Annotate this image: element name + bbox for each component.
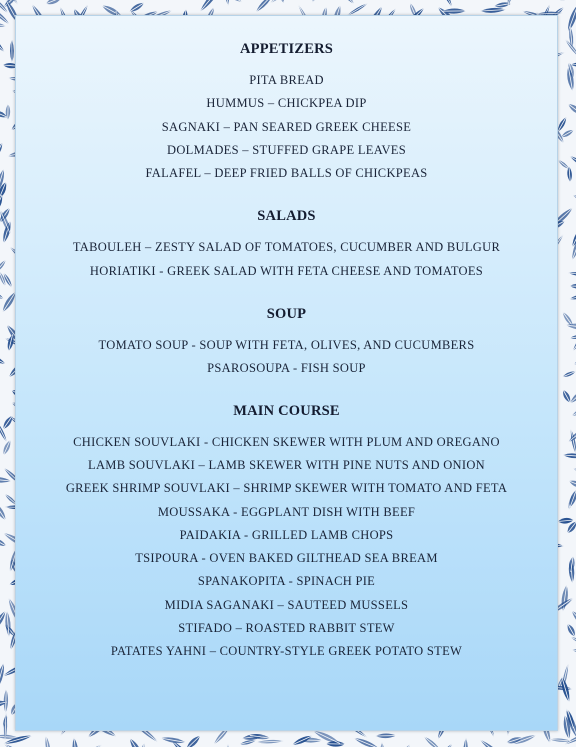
leaf-motif (0, 738, 5, 747)
leaf-motif (562, 370, 576, 379)
leaf-motif (239, 739, 256, 746)
leaf-motif (571, 331, 576, 352)
leaf-motif (563, 453, 576, 459)
leaf-motif (572, 193, 576, 205)
leaf-motif (0, 536, 7, 548)
menu-item: MIDIA SAGANAKI – SAUTEED MUSSELS (164, 597, 409, 612)
leaf-motif (44, 736, 52, 747)
leaf-motif (256, 739, 284, 744)
leaf-motif (570, 284, 576, 289)
leaf-motif (558, 517, 574, 524)
heading-salads: SALADS (257, 208, 316, 225)
leaf-motif (565, 623, 576, 638)
leaf-motif (479, 738, 506, 747)
leaf-motif (570, 334, 576, 340)
leaf-motif (0, 259, 7, 274)
leaf-motif (71, 737, 79, 747)
leaf-motif (0, 501, 8, 521)
leaf-motif (569, 429, 576, 455)
leaf-motif (398, 743, 411, 747)
menu-item: TSIPOURA - OVEN BAKED GILTHEAD SEA BREAM (135, 551, 438, 566)
menu-item: HORIATIKI - GREEK SALAD WITH FETA CHEESE AND TOMATOES (89, 263, 484, 278)
leaf-motif (542, 0, 566, 2)
leaf-motif (572, 648, 576, 654)
leaf-motif (572, 466, 576, 481)
menu-item: GREEK SHRIMP SOUVLAKI – SHRIMP SKEWER WITH TOMATO AND FETA (65, 481, 508, 496)
section-appetizers (16, 16, 557, 185)
leaf-motif (341, 0, 355, 5)
leaf-motif (0, 32, 6, 54)
heading-soup: SOUP (266, 306, 307, 323)
leaf-motif (6, 104, 11, 120)
leaf-motif (0, 289, 5, 301)
leaf-motif (45, 0, 63, 7)
leaf-motif (568, 478, 576, 489)
leaf-motif (570, 401, 576, 419)
leaf-motif (480, 7, 506, 14)
menu-card (15, 15, 558, 731)
leaf-motif (380, 742, 384, 747)
leaf-motif (222, 0, 244, 4)
menu-item: PAIDAKIA - GRILLED LAMB CHOPS (179, 527, 394, 542)
leaf-motif (224, 0, 230, 6)
menu-item: CHICKEN SOUVLAKI - CHICKEN SKEWER WITH PLUM AND OREGANO (73, 434, 500, 449)
leaf-motif (1, 414, 14, 430)
section-salads (16, 185, 557, 283)
leaf-motif (185, 734, 202, 747)
leaf-motif (569, 293, 576, 300)
leaf-motif (353, 736, 380, 747)
leaf-motif (561, 389, 572, 404)
menu-item: DOLMADES – STUFFED GRAPE LEAVES (167, 142, 406, 157)
leaf-motif (10, 39, 14, 63)
leaf-motif (0, 142, 4, 158)
heading-appetizers: APPETIZERS (239, 41, 334, 57)
menu-item: TABOULEH – ZESTY SALAD OF TOMATOES, CUCUMBER AND BULGUR (72, 240, 501, 255)
leaf-motif (128, 1, 145, 14)
leaf-motif (567, 102, 576, 117)
menu-item: TOMATO SOUP - SOUP WITH FETA, OLIVES, AND CUCUMBERS (98, 338, 475, 353)
menu-item: FALAFEL – DEEP FRIED BALLS OF CHICKPEAS (145, 166, 428, 181)
leaf-motif (463, 737, 469, 747)
leaf-motif (570, 635, 576, 648)
leaf-motif (436, 0, 454, 8)
leaf-motif (75, 743, 103, 747)
leaf-motif (3, 689, 8, 713)
menu-item: PITA BREAD (249, 73, 324, 87)
menu-item: PSAROSOUPA - FISH SOUP (207, 361, 366, 376)
menu-item: MOUSSAKA - EGGPLANT DISH WITH BEEF (157, 504, 416, 519)
leaf-motif (568, 271, 576, 278)
leaf-motif (560, 128, 575, 139)
leaf-motif (0, 22, 6, 28)
menu-item: SPANAKOPITA - SPINACH PIE (197, 574, 376, 589)
leaf-motif (0, 350, 7, 366)
heading-main-course: MAIN COURSE (233, 402, 340, 419)
leaf-motif (0, 476, 11, 483)
menu-item: SAGNAKI – PAN SEARED GREEK CHEESE (161, 119, 412, 134)
section-main-course (16, 381, 557, 664)
menu-item: STIFADO – ROASTED RABBIT STEW (178, 621, 395, 636)
menu-item: HUMMUS – CHICKPEA DIP (206, 96, 367, 111)
leaf-motif (128, 737, 145, 747)
section-soup (16, 283, 557, 381)
leaf-motif (375, 733, 396, 738)
menu-item: LAMB SOUVLAKI – LAMB SKEWER WITH PINE NUTS AND ONION (88, 457, 485, 472)
leaf-motif (160, 736, 186, 745)
menu-item: PATATES YAHNI – COUNTRY-STYLE GREEK POTATO STEW (110, 644, 463, 659)
leaf-motif (310, 0, 327, 4)
